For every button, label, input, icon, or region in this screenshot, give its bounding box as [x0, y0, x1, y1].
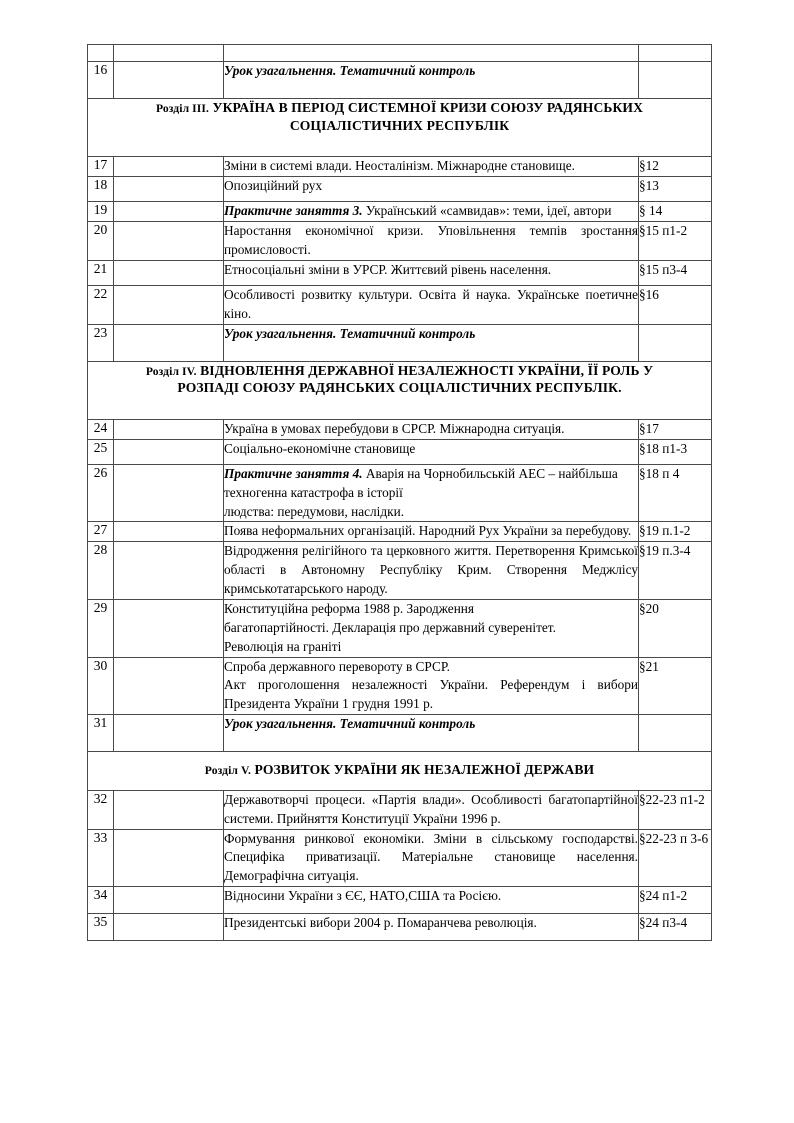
section-header-iii: [88, 99, 712, 157]
row-topic: Формування ринкової економіки. Зміни в сільському господарстві. Специфіка приватизації. Матеріальне становище населення. Демографічна ситуація.: [224, 829, 639, 887]
row-date: [114, 439, 224, 464]
row-paragraph: §15 п3-4: [639, 260, 712, 285]
row-date: [114, 419, 224, 439]
row-number: 18: [88, 177, 114, 202]
section-line-2: РОЗПАДІ СОЮЗУ РАДЯНСЬКИХ СОЦІАЛІСТИЧНИХ РЕСПУБЛІК.: [177, 380, 622, 396]
table-row: [88, 599, 712, 657]
section-line-1: УКРАЇНА В ПЕРІОД СИСТЕМНОЇ КРИЗИ СОЮЗУ РАДЯНСЬКИХ: [212, 100, 644, 115]
section-line-2: СОЦІАЛІСТИЧНИХ РЕСПУБЛІК: [289, 117, 510, 133]
topic-line: Акт проголошення незалежності України. Референдум і вибори Президента України 1 грудня 1991 р.: [224, 677, 638, 712]
row-paragraph: [639, 324, 712, 361]
row-topic: Соціально-економічне становище: [224, 439, 639, 464]
row-number: 22: [88, 285, 114, 324]
row-number: 35: [88, 914, 114, 941]
row-date: [114, 62, 224, 99]
row-paragraph: § 14: [639, 202, 712, 222]
row-number: 30: [88, 657, 114, 715]
row-topic: Опозиційний рух: [224, 177, 639, 202]
row-paragraph: §20: [639, 599, 712, 657]
topic-lead: Урок узагальнення. Тематичний контроль: [224, 63, 476, 78]
row-paragraph: [639, 715, 712, 752]
row-paragraph: §24 п1-2: [639, 887, 712, 914]
row-date: [114, 914, 224, 941]
row-topic: [224, 715, 639, 752]
row-paragraph: §17: [639, 419, 712, 439]
row-paragraph: [639, 62, 712, 99]
row-paragraph: §19 п.3-4: [639, 542, 712, 600]
lesson-plan-table: [87, 44, 712, 941]
row-number: 28: [88, 542, 114, 600]
topic-lead: Урок узагальнення. Тематичний контроль: [224, 325, 476, 341]
row-date: [114, 260, 224, 285]
row-topic: Етносоціальні зміни в УРСР. Життєвий рівень населення.: [224, 260, 639, 285]
row-number: 29: [88, 599, 114, 657]
row-date: [114, 829, 224, 887]
row-date: [114, 790, 224, 829]
row-topic: Поява неформальних організацій. Народний Рух України за перебудову.: [224, 522, 639, 542]
row-number: 27: [88, 522, 114, 542]
row-topic: [224, 657, 639, 715]
table-row: [88, 790, 712, 829]
row-topic: Наростання економічної кризи. Уповільнення темпів зростання промисловості.: [224, 222, 639, 261]
section-line-1: РОЗВИТОК УКРАЇНИ ЯК НЕЗАЛЕЖНОЇ ДЕРЖАВИ: [254, 762, 595, 778]
row-number: 21: [88, 260, 114, 285]
table-row: [88, 324, 712, 361]
row-topic: Відносини України з ЄЄ, НАТО,США та Росією.: [224, 887, 639, 914]
row-topic: [224, 45, 639, 62]
table-row: [88, 260, 712, 285]
row-paragraph: §18 п 4: [639, 464, 712, 522]
row-number: 33: [88, 829, 114, 887]
row-topic: [224, 464, 639, 522]
section-line-1: ВІДНОВЛЕННЯ ДЕРЖАВНОЇ НЕЗАЛЕЖНОСТІ УКРАЇНИ, ЇЇ РОЛЬ У: [200, 362, 654, 378]
section-header-row: [88, 752, 712, 791]
row-topic: [224, 324, 639, 361]
row-number: 23: [88, 324, 114, 361]
row-date: [114, 285, 224, 324]
section-label: Розділ V.: [204, 764, 252, 778]
table-row: [88, 285, 712, 324]
row-number: 25: [88, 439, 114, 464]
table-row: [88, 464, 712, 522]
row-topic: Відродження релігійного та церковного життя. Перетворення Кримської області в Автономну Республіку Крим. Створення Меджлісу кримськотатарського народу.: [224, 542, 639, 600]
table-row: [88, 62, 712, 99]
row-paragraph: §21: [639, 657, 712, 715]
section-header-v: [88, 752, 712, 791]
row-topic: Президентські вибори 2004 р. Помаранчева революція.: [224, 914, 639, 941]
row-number: 26: [88, 464, 114, 522]
row-paragraph: §13: [639, 177, 712, 202]
topic-lead: Практичне заняття 3.: [224, 203, 363, 219]
row-date: [114, 222, 224, 261]
table-row: [88, 177, 712, 202]
row-date: [114, 177, 224, 202]
row-paragraph: §16: [639, 285, 712, 324]
topic-rest: Аварія на Чорнобильській АЕС – найбільша техногенна катастрофа в історії: [224, 465, 618, 500]
row-paragraph: §12: [639, 157, 712, 177]
table-row: [88, 542, 712, 600]
row-number: 32: [88, 790, 114, 829]
row-paragraph: §18 п1-3: [639, 439, 712, 464]
table-row: [88, 522, 712, 542]
row-date: [114, 45, 224, 62]
row-paragraph: §19 п.1-2: [639, 522, 712, 542]
row-date: [114, 324, 224, 361]
topic-line: Спроба державного перевороту в СРСР.: [224, 658, 450, 674]
row-date: [114, 202, 224, 222]
topic-line: Конституційна реформа 1988 р. Зародження: [224, 600, 475, 616]
section-header-iv: [88, 361, 712, 419]
row-number: 24: [88, 419, 114, 439]
table-row: [88, 222, 712, 261]
topic-extra-line: людства: передумови, наслідки.: [224, 503, 405, 519]
table-row: [88, 157, 712, 177]
row-number: [88, 45, 114, 62]
row-date: [114, 657, 224, 715]
row-paragraph: §22-23 п 3-6: [639, 829, 712, 887]
row-topic: Україна в умовах перебудови в СРСР. Міжнародна ситуація.: [224, 419, 639, 439]
row-topic: Зміни в системі влади. Неосталінізм. Міжнародне становище.: [224, 157, 639, 177]
section-header-row: [88, 99, 712, 157]
topic-line: багатопартійності. Декларація про державний суверенітет.: [224, 619, 556, 635]
section-label: Розділ IV.: [145, 364, 197, 378]
row-paragraph: §22-23 п1-2: [639, 790, 712, 829]
topic-lead: Урок узагальнення. Тематичний контроль: [224, 716, 476, 732]
table-row: [88, 887, 712, 914]
table-row: [88, 202, 712, 222]
row-topic: Державотворчі процеси. «Партія влади». Особливості багатопартійної системи. Прийняття Конституції України 1996 р.: [224, 790, 639, 829]
row-date: [114, 522, 224, 542]
table-row: [88, 715, 712, 752]
row-number: 20: [88, 222, 114, 261]
topic-lead: Практичне заняття 4.: [224, 465, 363, 481]
topic-rest: Український «самвидав»: теми, ідеї, автори: [362, 203, 612, 219]
row-date: [114, 542, 224, 600]
row-number: 16: [88, 62, 114, 99]
table-row: [88, 657, 712, 715]
row-date: [114, 464, 224, 522]
table-row: [88, 914, 712, 941]
row-paragraph: §15 п1-2: [639, 222, 712, 261]
table-row: [88, 45, 712, 62]
row-topic: [224, 202, 639, 222]
row-paragraph: [639, 45, 712, 62]
row-topic: [224, 599, 639, 657]
section-header-row: [88, 361, 712, 419]
topic-line: Революція на граніті: [224, 638, 342, 654]
row-number: 17: [88, 157, 114, 177]
row-paragraph: §24 п3-4: [639, 914, 712, 941]
section-label: Розділ III.: [155, 102, 210, 115]
row-date: [114, 157, 224, 177]
row-number: 34: [88, 887, 114, 914]
table-row: [88, 439, 712, 464]
table-body: [88, 45, 712, 941]
row-topic: [224, 62, 639, 99]
table-row: [88, 829, 712, 887]
table-row: [88, 419, 712, 439]
row-date: [114, 715, 224, 752]
row-date: [114, 599, 224, 657]
row-date: [114, 887, 224, 914]
row-number: 31: [88, 715, 114, 752]
row-number: 19: [88, 202, 114, 222]
row-topic: Особливості розвитку культури. Освіта й наука. Українське поетичне кіно.: [224, 285, 639, 324]
